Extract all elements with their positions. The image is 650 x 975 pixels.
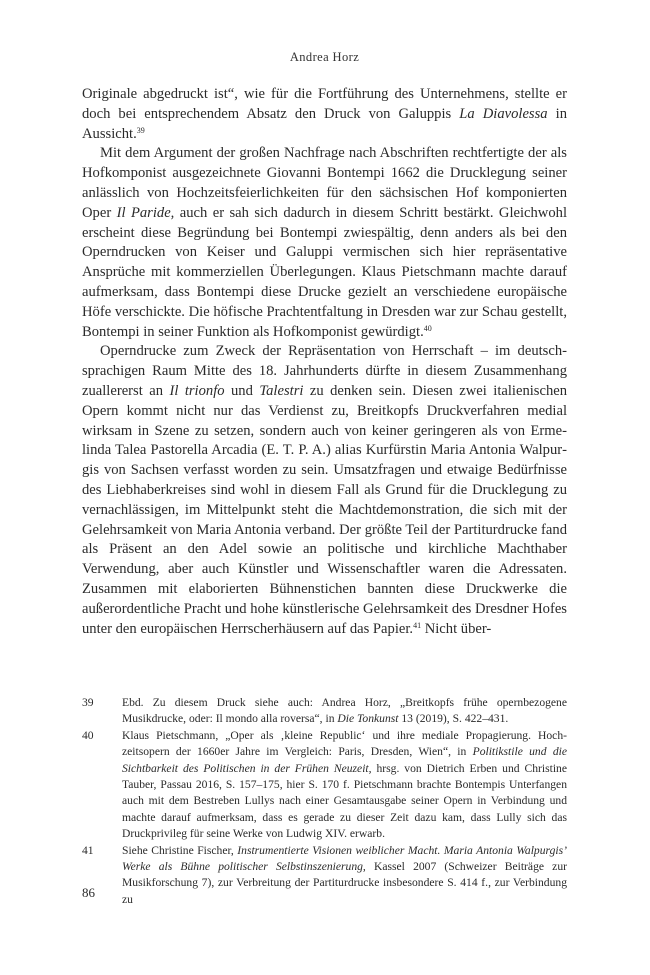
italic-title: Die Tonkunst — [337, 712, 399, 726]
body-text — [82, 85, 567, 639]
text-run: Originale abgedruckt ist“, wie für die Fortführung des Unternehmens, stellte er doch bei entsprechendem Absatz den Druck von Galuppis — [82, 86, 567, 122]
text-run: Kassel 2007 (Schweizer Beiträge zur Musikforschung 7), zur Verbreitung der Partiturdrucke insbesondere S. 414 f., zur Verbindung zu — [122, 860, 567, 906]
text-run: Nicht über- — [421, 620, 492, 637]
text-run: Klaus Pietschmann, „Oper als ‚kleine Republic‘ und ihre mediale Propagierung. Hochzeitsopern der 1660er Jahre im Vergleich: Paris, Dresden, Wien“, in — [122, 728, 567, 759]
italic-title: Il trionfo — [169, 382, 225, 399]
italic-title: Talestri — [259, 382, 304, 399]
footnotes — [82, 695, 567, 908]
text-run: Mit dem Argument der großen Nachfrage nach Abschriften rechtfertigte der als Hofkomponist ausgezeichnete Giovanni Bontempi 1662 die Drucklegung seiner anlässlich von Hochzeitsfeierlichkeiten für den sächsischen Hof komponierten Oper — [82, 145, 567, 221]
footnote-text — [122, 728, 567, 843]
text-run: hrsg. von Dietrich Erben und Christine Tauber, Passau 2016, S. 157–175, hier S. 170 f. Pietschmann brachte Bontempis Unterfangen auch mit dem Bestreben Lullys nach einer Gesamtausgabe seiner Opern in Verbindung und machte darauf aufmerksam, dass es gerade zu dieser Zeit dazu kam, dass Lully sich das Druckprivileg für seine Werke von Ludwig XIV. erwarb. — [122, 761, 567, 841]
text-run: in Aussicht. — [82, 105, 567, 142]
paragraph-2 — [82, 144, 567, 342]
paragraph-1 — [82, 85, 567, 144]
footnote-39 — [82, 695, 567, 728]
italic-title: La Diavolessa — [459, 105, 548, 122]
footnote-marker: 41 — [413, 620, 422, 630]
running-head: Andrea Horz — [289, 50, 360, 64]
text-run: zu denken sein. Diesen zwei italienischen Opern kommt nicht nur das Verdienst zu, Breitkopfs Druckverfahren medial wirksam in Szene zu setzen, sondern auch von keiner geringeren als von Ermelinda Talea Pastorella Arcadia (E. T. P. A.) alias Kurfürstin Maria Antonia Walpurgis von Sachsen verfasst worden zu sein. Umsatzfragen und etwaige Bedürfnisse des Liebhaberkreises sind wohl in diesem Fall als Grund für die Drucklegung zu vernachlässigen, im Mittelpunkt steht die Machtdemonstration, die sich mit der Gelehrsamkeit von Maria Antonia verband. Der größte Teil der Partiturdrucke fand als Präsent an den Adel sowie an politische und kirchliche Machthaber Verwendung, aber auch Künstler und Wissenschaftler waren die Adressaten. Zusammen mit elaborierten Bühnenstichen bannten diese Druckwerke die außerordentliche Pracht und hohe künstlerische Gelehrsamkeit des Dresdner Hofes unter den europäischen Herrscherhäusern auf das Papier. — [82, 382, 568, 637]
text-run: auch er sah sich dadurch in diesem Schritt bestärkt. Gleichwohl erscheint diese Begründung bei Bontempi zwiespältig, denn anders als bei den Operndrucken von Keiser und Galuppi vermischen sich hier repräsentative Ansprüche mit kommerziellen Überlegungen. Klaus Pietschmann machte darauf aufmerksam, dass Bontempi diese Drucke gezielt an verschiedene europäische Höfe verschickte. Die höfische Prachtentfaltung in Dresden war zur Schau gestellt, Bontempi in seiner Funktion als Hofkomponist gewürdigt. — [82, 204, 567, 340]
text-run: Ebd. Zu diesem Druck siehe auch: Andrea Horz, „Breitkopfs frühe opernbezogene Musikdrucke, oder: Il mondo alla roversa“, in — [122, 696, 567, 726]
page — [82, 0, 567, 975]
footnote-number: 41 — [82, 843, 94, 857]
footnote-text — [122, 695, 567, 728]
italic-title: Instrumentierte Visionen weiblicher Macht. Maria Antonia Walpurgis’ Werke als Bühne politischer Selbstinszenierung, — [122, 843, 567, 874]
footnote-41 — [82, 843, 567, 909]
footnote-number: 39 — [82, 696, 94, 709]
footnote-number: 40 — [82, 728, 94, 742]
text-run: Operndrucke zum Zweck der Repräsentation von Herrschaft – im deutschsprachigen Raum Mitte des 18. Jahrhunderts dürfte in diesem Zusammenhang zuallererst an — [82, 343, 567, 399]
italic-title: Il Paride, — [116, 204, 175, 221]
italic-title: Politikstile und die Sichtbarkeit des Politischen in der Frühen Neuzeit, — [122, 745, 567, 775]
footnote-text — [122, 843, 567, 909]
text-run: und — [224, 382, 260, 399]
footnote-marker: 39 — [136, 125, 145, 135]
page-number: 86 — [82, 885, 95, 900]
text-run: 13 (2019), S. 422–431. — [398, 712, 509, 726]
paragraph-3 — [82, 342, 567, 639]
text-run: Siehe Christine Fischer, — [122, 843, 238, 857]
footnote-marker: 40 — [423, 323, 432, 333]
footnote-40 — [82, 728, 567, 843]
